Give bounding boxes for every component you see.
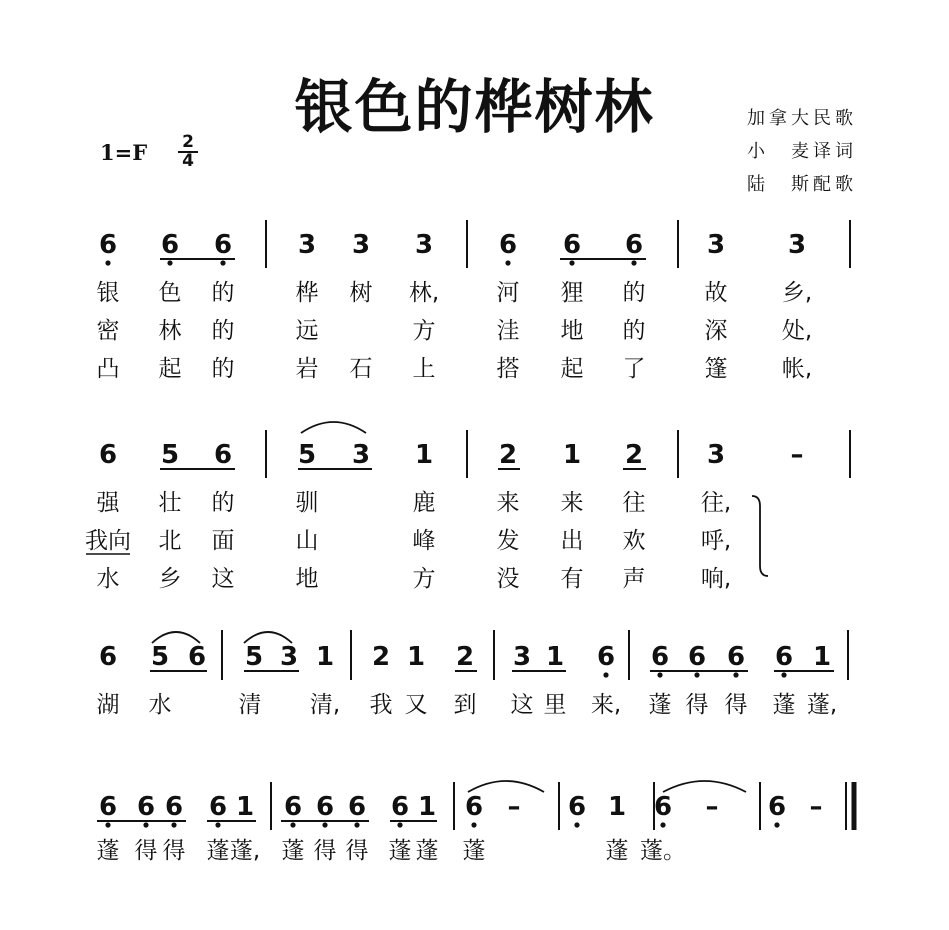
lyric-char: 的 [211, 490, 235, 516]
note: 6 [596, 642, 616, 672]
time-signature-top: 2 [182, 132, 194, 152]
octave-dot [603, 672, 608, 677]
lyric-char: 清, [309, 692, 341, 718]
note: 3 [279, 642, 299, 672]
lyric-char: 我 [369, 692, 393, 718]
note: 2 [624, 440, 644, 470]
lyric-char: 来 [496, 490, 520, 516]
lyric-char: 蓬 [281, 838, 305, 864]
lyric-char: 方 [412, 318, 436, 344]
note: 6 [498, 230, 518, 260]
note: 6 [767, 792, 787, 822]
lyric-char: 石 [349, 356, 373, 382]
note: 6 [464, 792, 484, 822]
lyric-char: 蓬。 [640, 838, 686, 864]
lyric-char: 发 [496, 528, 520, 554]
octave-dot [105, 260, 110, 265]
octave-dot [574, 822, 579, 827]
note: 1 [414, 440, 434, 470]
lyric-char: 到 [453, 692, 477, 718]
note: 6 [624, 230, 644, 260]
lyric-char: 声 [622, 566, 646, 592]
lyric-char: 这 [211, 566, 235, 592]
lyric-char: 的 [211, 318, 235, 344]
lyric-char: 又 [404, 692, 428, 718]
octave-dot [167, 260, 172, 265]
note: 6 [208, 792, 228, 822]
note: 6 [98, 642, 118, 672]
lyric-char: 欢 [622, 528, 646, 554]
credit-origin: 加拿大民歌 [747, 108, 857, 129]
note: 3 [512, 642, 532, 672]
octave-dot [290, 822, 295, 827]
lyric-char: 呼, [700, 528, 732, 554]
lyric-char: 水 [148, 692, 172, 718]
note: 6 [164, 792, 184, 822]
lyric-char: 岩 [295, 356, 319, 382]
octave-dot [105, 822, 110, 827]
lyric-char: 响, [700, 566, 732, 592]
lyric-char: 清 [238, 692, 262, 718]
octave-dot [505, 260, 510, 265]
lyric-char: 的 [211, 356, 235, 382]
note: 6 [98, 230, 118, 260]
dash-rest: – [790, 440, 804, 470]
lyric-char: 林, [408, 280, 440, 306]
lyric-char: 蓬, [229, 838, 261, 864]
lyric-char: 没 [496, 566, 520, 592]
lyric-char: 了 [622, 356, 646, 382]
note: 6 [653, 792, 673, 822]
lyric-char: 树 [349, 280, 373, 306]
note: 1 [406, 642, 426, 672]
note: 6 [687, 642, 707, 672]
lyric-char: 峰 [412, 528, 436, 554]
octave-dot [354, 822, 359, 827]
dash-rest: – [705, 792, 719, 822]
note: 5 [150, 642, 170, 672]
lyric-char: 林 [158, 318, 182, 344]
note: 1 [235, 792, 255, 822]
lyric-char: 湖 [96, 692, 120, 718]
lyric-char: 远 [295, 318, 319, 344]
lyric-char: 帐, [781, 356, 813, 382]
lyric-char: 驯 [295, 490, 319, 516]
lyric-char: 山 [295, 528, 319, 554]
lyric-char: 地 [295, 566, 319, 592]
lyric-char: 往 [622, 490, 646, 516]
lyric-char: 狸 [560, 280, 584, 306]
note: 2 [371, 642, 391, 672]
octave-dot [657, 672, 662, 677]
note: 3 [414, 230, 434, 260]
note: 3 [351, 230, 371, 260]
note: 6 [98, 792, 118, 822]
note: 3 [706, 440, 726, 470]
lyric-char: 处, [781, 318, 813, 344]
note: 6 [187, 642, 207, 672]
lyric-char: 密 [96, 318, 120, 344]
octave-dot [774, 822, 779, 827]
lyric-char: 得 [685, 692, 709, 718]
lyric-char: 上 [412, 356, 436, 382]
lyric-char: 北 [158, 528, 182, 554]
note: 5 [160, 440, 180, 470]
lyric-char: 起 [560, 356, 584, 382]
lyric-char: 搭 [496, 356, 520, 382]
lyric-char: 里 [543, 692, 567, 718]
lyric-char: 起 [158, 356, 182, 382]
lyric-char: 蓬 [772, 692, 796, 718]
dash-rest: – [507, 792, 521, 822]
lyric-char: 银 [96, 280, 120, 306]
octave-dot [215, 822, 220, 827]
note: 6 [213, 230, 233, 260]
lyric-char: 河 [496, 280, 520, 306]
lyric-char: 的 [211, 280, 235, 306]
octave-dot [694, 672, 699, 677]
note: 6 [283, 792, 303, 822]
lyric-char: 得 [724, 692, 748, 718]
lyric-char: 得 [345, 838, 369, 864]
lyric-char: 壮 [158, 490, 182, 516]
note: 5 [297, 440, 317, 470]
note: 6 [136, 792, 156, 822]
lyric-char: 来 [560, 490, 584, 516]
note: 6 [774, 642, 794, 672]
lyric-char: 蓬 [648, 692, 672, 718]
lyric-char: 乡 [158, 566, 182, 592]
octave-dot [733, 672, 738, 677]
octave-dot [781, 672, 786, 677]
lyric-char: 鹿 [412, 490, 436, 516]
note: 3 [297, 230, 317, 260]
lyric-char: 我向 [85, 528, 131, 554]
song-title: 银色的桦树林 [294, 73, 655, 141]
lyric-char: 蓬 [96, 838, 120, 864]
lyric-char: 这 [510, 692, 534, 718]
octave-dot [397, 822, 402, 827]
note: 1 [315, 642, 335, 672]
octave-dot [660, 822, 665, 827]
octave-dot [471, 822, 476, 827]
lyric-char: 方 [412, 566, 436, 592]
lyric-char: 得 [134, 838, 158, 864]
lyric-char: 水 [96, 566, 120, 592]
note: 6 [390, 792, 410, 822]
lyric-char: 面 [211, 528, 235, 554]
note: 6 [213, 440, 233, 470]
note: 3 [787, 230, 807, 260]
lyric-char: 色 [158, 280, 182, 306]
lyric-char: 故 [704, 280, 728, 306]
note: 6 [160, 230, 180, 260]
lyric-char: 强 [96, 490, 120, 516]
lyric-char: 蓬 [206, 838, 230, 864]
note: 6 [98, 440, 118, 470]
note: 3 [706, 230, 726, 260]
note: 2 [455, 642, 475, 672]
lyric-char: 得 [313, 838, 337, 864]
lyric-char: 凸 [96, 356, 120, 382]
note: 1 [417, 792, 437, 822]
lyric-char: 蓬 [415, 838, 439, 864]
lyric-char: 蓬 [388, 838, 412, 864]
lyric-char: 得 [162, 838, 186, 864]
lyric-char: 篷 [704, 356, 728, 382]
credit-arranger: 陆 斯配歌 [747, 174, 857, 195]
note: 1 [545, 642, 565, 672]
note: 5 [244, 642, 264, 672]
lyric-char: 蓬 [605, 838, 629, 864]
lyric-char: 洼 [496, 318, 520, 344]
note: 1 [812, 642, 832, 672]
credit-translator: 小 麦译词 [747, 141, 857, 162]
lyric-char: 有 [560, 566, 584, 592]
note: 2 [498, 440, 518, 470]
octave-dot [143, 822, 148, 827]
dash-rest: – [809, 792, 823, 822]
lyric-char: 往, [700, 490, 732, 516]
lyric-char: 来, [590, 692, 622, 718]
note: 1 [607, 792, 627, 822]
octave-dot [171, 822, 176, 827]
note: 6 [726, 642, 746, 672]
note: 1 [562, 440, 582, 470]
lyric-char: 乡, [781, 280, 813, 306]
note: 6 [567, 792, 587, 822]
octave-dot [220, 260, 225, 265]
lyric-char: 桦 [295, 280, 319, 306]
slur [468, 781, 544, 792]
octave-dot [569, 260, 574, 265]
slur [663, 781, 746, 792]
octave-dot [322, 822, 327, 827]
verse-bracket [752, 496, 768, 576]
lyric-char: 深 [704, 318, 728, 344]
lyric-char: 的 [622, 318, 646, 344]
note: 6 [562, 230, 582, 260]
lyric-char: 出 [560, 528, 584, 554]
note: 3 [351, 440, 371, 470]
lyric-char: 蓬 [462, 838, 486, 864]
note: 6 [650, 642, 670, 672]
lyric-char: 的 [622, 280, 646, 306]
note: 6 [315, 792, 335, 822]
octave-dot [631, 260, 636, 265]
time-signature-bottom: 4 [182, 151, 194, 171]
lyric-char: 蓬, [806, 692, 838, 718]
slur [301, 422, 366, 433]
key-signature: 1=F [100, 140, 148, 165]
note: 6 [347, 792, 367, 822]
lyric-char: 地 [560, 318, 584, 344]
